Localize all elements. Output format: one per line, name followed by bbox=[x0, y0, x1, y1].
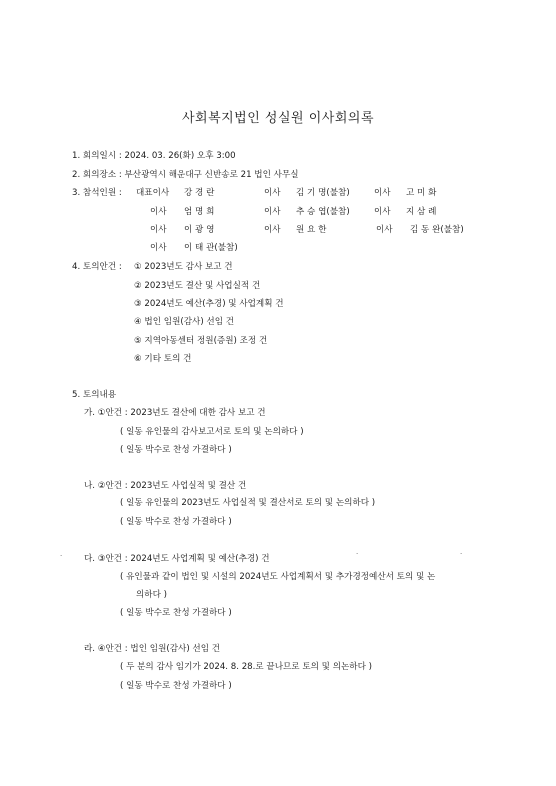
discussion-label: 5. 토의내용 bbox=[72, 390, 117, 400]
section-heading: 나. ②안건 : 2023년도 사업실적 및 결산 건 bbox=[84, 481, 247, 491]
agenda-label: 4. 토의안건 : bbox=[72, 262, 122, 272]
attendee-title: 이사 bbox=[376, 225, 393, 235]
attendee-title: 이사 bbox=[150, 207, 167, 217]
meeting-date: 1. 회의일시 : 2024. 03. 26(화) 오후 3:00 bbox=[72, 151, 236, 161]
section-line: ( 유인물과 같이 법인 및 시설의 2024년도 사업계획서 및 추가경정예산서 토의 및 논 bbox=[120, 572, 436, 582]
scan-speck: · bbox=[460, 550, 463, 558]
section-line: ( 일동 유인물의 감사보고서로 토의 및 논의하다 ) bbox=[120, 427, 304, 437]
section-heading: 가. ①안건 : 2023년도 결산에 대한 감사 보고 건 bbox=[84, 408, 266, 418]
section-line: ( 두 분의 감사 임기가 2024. 8. 28.로 끝나므로 토의 및 의논하다 ) bbox=[120, 662, 372, 672]
agenda-item: ② 2023년도 결산 및 사업실적 건 bbox=[134, 281, 261, 291]
attendee-name: 엄 명 희 bbox=[184, 207, 215, 217]
attendee-title: 이사 bbox=[374, 188, 391, 198]
attendee-name: 고 미 화 bbox=[406, 188, 437, 198]
attendee-name: 원 요 한 bbox=[296, 225, 327, 235]
section-line: ( 일동 박수로 찬성 가결하다 ) bbox=[120, 608, 232, 618]
section-heading: 라. ④안건 : 법인 임원(감사) 선임 건 bbox=[84, 644, 221, 654]
agenda-item: ⑤ 지역아동센터 정원(증원) 조정 건 bbox=[134, 336, 268, 346]
agenda-item: ③ 2024년도 예산(추경) 및 사업계획 건 bbox=[134, 299, 284, 309]
scan-speck: · bbox=[60, 552, 63, 560]
attendee-title: 이사 bbox=[264, 207, 281, 217]
attendee-title: 이사 bbox=[264, 225, 281, 235]
agenda-item: ④ 법인 임원(감사) 선임 건 bbox=[134, 317, 235, 327]
page-title: 사회복지법인 성실원 이사회의록 bbox=[181, 111, 375, 126]
section-heading: 다. ③안건 : 2024년도 사업계획 및 예산(추경) 건 bbox=[84, 554, 270, 564]
attendee-name: 김 기 명(불참) bbox=[296, 188, 350, 198]
section-line: ( 일동 박수로 찬성 가결하다 ) bbox=[120, 681, 232, 691]
section-line: ( 일동 박수로 찬성 가결하다 ) bbox=[120, 517, 232, 527]
meeting-place: 2. 회의장소 : 부산광역시 해운대구 신반송로 21 법인 사무실 bbox=[72, 170, 299, 180]
attendee-name: 지 삼 례 bbox=[406, 207, 437, 217]
attendee-title: 이사 bbox=[374, 207, 391, 217]
attendee-name: 이 광 영 bbox=[184, 225, 215, 235]
attendee-title: 이사 bbox=[264, 188, 281, 198]
attendee-name: 김 동 완(불참) bbox=[410, 225, 464, 235]
section-line: ( 일동 유인물의 2023년도 사업실적 및 결산서로 토의 및 논의하다 ) bbox=[120, 498, 376, 508]
agenda-item: ⑥ 기타 토의 건 bbox=[134, 354, 192, 364]
attendee-title: 이사 bbox=[150, 225, 167, 235]
attendee-title: 대표이사 bbox=[136, 188, 170, 198]
attendees-label: 3. 참석인원 : bbox=[72, 188, 122, 198]
attendee-name: 강 경 란 bbox=[184, 188, 215, 198]
section-line: 의하다 ) bbox=[136, 590, 167, 600]
attendee-name: 이 태 관(불참) bbox=[184, 243, 238, 253]
scan-speck: · bbox=[356, 550, 359, 558]
attendee-name: 추 승 엽(불참) bbox=[296, 207, 350, 217]
attendee-title: 이사 bbox=[150, 243, 167, 253]
section-line: ( 일동 박수로 찬성 가결하다 ) bbox=[120, 445, 232, 455]
agenda-item: ① 2023년도 감사 보고 건 bbox=[134, 262, 233, 272]
